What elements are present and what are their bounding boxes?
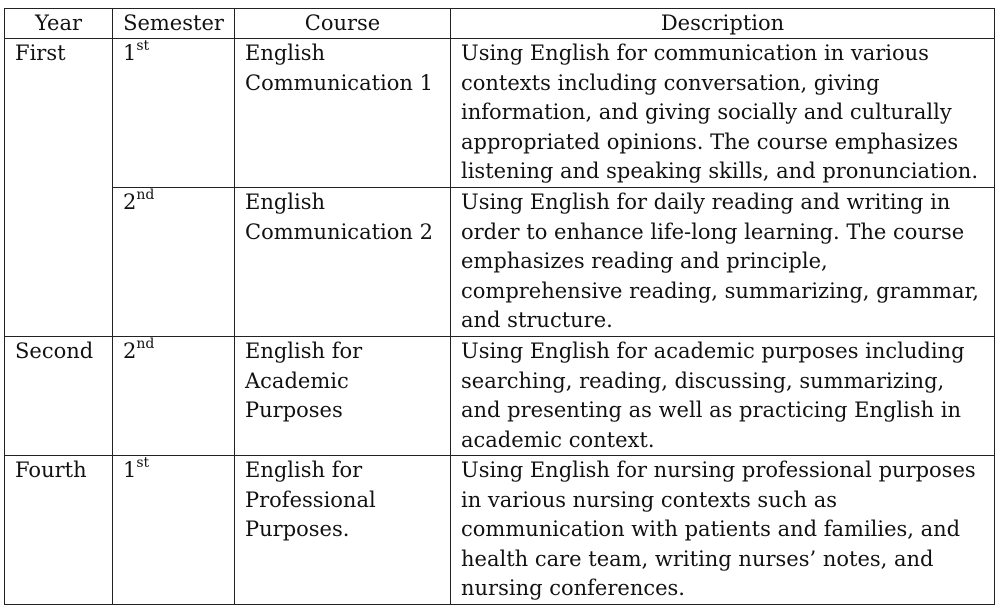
year-cell: Fourth [5,456,113,605]
course-cell [235,456,451,605]
description-cell: Using English for academic purposes including searching, reading, discussing, summarizing, and presenting as well as practicing English in academic context. [451,337,995,456]
semester-cell [113,337,235,456]
semester-cell [113,188,235,337]
course-cell [235,337,451,456]
header-row [5,9,995,39]
semester-number: 1 [123,458,137,482]
course-name-line: English for [245,458,363,482]
year-cell: Second [5,337,113,456]
description-cell: Using English for communication in various contexts including conversation, giving information, and giving socially and culturally appropriated opinions. The course emphasizes listening and speaking skills, and pronunciation. [451,39,995,188]
course-name-line: Professional [245,487,376,512]
course-name-line: Purposes. [245,517,350,541]
year-cell: First [5,39,113,337]
course-name-line: English [245,190,326,214]
course-name-line: English [245,41,326,65]
semester-number: 2 [123,339,137,363]
course-name-line: Communication 2 [245,219,433,244]
table-row [5,188,995,337]
course-name-line: English for [245,339,363,363]
course-table [4,8,995,605]
semester-suffix: st [136,455,150,471]
header-semester: Semester [113,9,235,39]
table-row [5,456,995,605]
course-name-line: Purposes [245,398,343,422]
description-cell: Using English for daily reading and writing in order to enhance life-long learning. The course emphasizes reading and principle, comprehensive reading, summarizing, grammar, and structure. [451,188,995,337]
semester-cell [113,456,235,605]
semester-suffix: nd [136,336,155,352]
semester-cell [113,39,235,188]
header-description: Description [451,9,995,39]
header-course: Course [235,9,451,39]
course-cell [235,39,451,188]
table-row [5,337,995,456]
semester-suffix: nd [136,187,155,203]
course-name-line: Academic [245,368,349,393]
description-cell: Using English for nursing professional purposes in various nursing contexts such as communication with patients and families, and health care team, writing nurses’ notes, and nursing conferences. [451,456,995,605]
semester-suffix: st [136,38,150,54]
semester-number: 1 [123,41,137,65]
course-name-line: Communication 1 [245,70,433,95]
header-year: Year [5,9,113,39]
course-cell [235,188,451,337]
table-body [5,39,995,605]
semester-number: 2 [123,190,137,214]
table-header [5,9,995,39]
table-row [5,39,995,188]
